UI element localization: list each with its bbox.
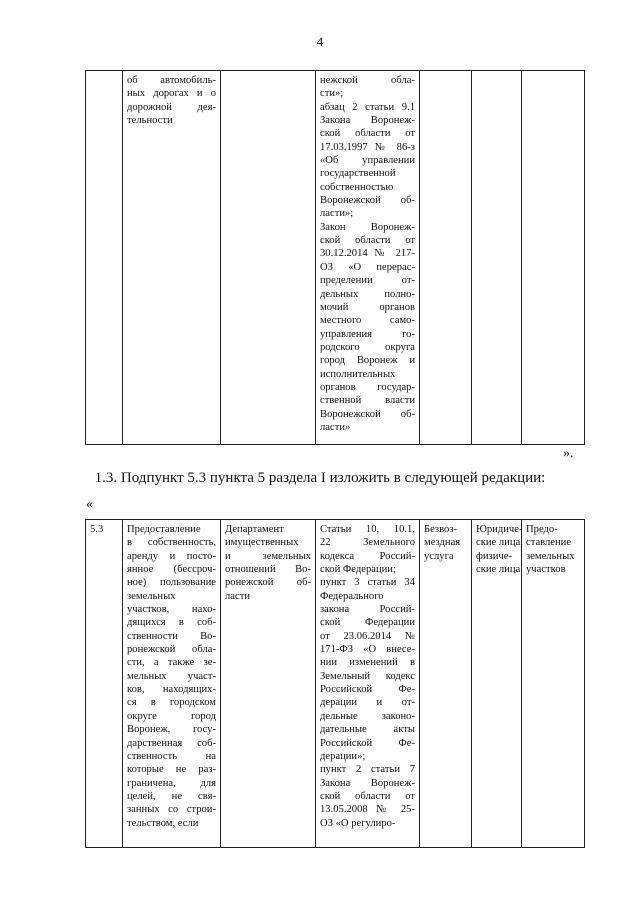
text-line: 17.03.1997 № 86-з bbox=[320, 141, 415, 153]
text-line: ОЗ «О регулиро- bbox=[320, 817, 396, 829]
text-line: пункт 2 статьи 7 bbox=[320, 764, 415, 776]
text-line: янное (бессроч- bbox=[127, 564, 216, 576]
cell-number bbox=[86, 71, 123, 445]
text-line: граничена, для bbox=[127, 777, 216, 789]
text-line: об автомобиль- bbox=[127, 75, 216, 86]
text-line: Закон Воронеж- bbox=[320, 221, 415, 233]
text-line: мездная bbox=[424, 537, 461, 549]
text-line: исполнительных bbox=[320, 368, 396, 380]
text-line: которые не раз- bbox=[127, 764, 216, 776]
text-line: аренду и посто- bbox=[127, 550, 216, 562]
text-line: дорожной дея- bbox=[127, 101, 216, 113]
text-line: Российской Фе- bbox=[320, 737, 415, 749]
text-line: ставление bbox=[526, 537, 572, 549]
text-line: дерации»; bbox=[320, 750, 366, 762]
cell-payment bbox=[420, 520, 472, 848]
text-line: ОЗ «О перерас- bbox=[320, 261, 415, 273]
text-line: ственной власти bbox=[320, 395, 415, 407]
text-line: в собственность, bbox=[127, 537, 216, 549]
text-line: ронежской обла- bbox=[127, 644, 216, 656]
text-line: земельных bbox=[127, 590, 176, 602]
text-line: участков, нахо- bbox=[127, 604, 216, 616]
text-line: дерации и от- bbox=[320, 697, 415, 709]
text-line: местного само- bbox=[320, 315, 415, 327]
text-line: занных со строи- bbox=[127, 804, 216, 816]
text-line: Юридиче- bbox=[476, 524, 523, 535]
cell-legal-basis bbox=[316, 71, 420, 445]
cell-legal-basis bbox=[316, 520, 420, 848]
text-line: 171-ФЗ «О внесе- bbox=[320, 644, 415, 656]
text-line: дящихся в соб- bbox=[127, 617, 216, 629]
cell-service-text bbox=[123, 520, 221, 848]
text-line: тельности bbox=[127, 115, 173, 127]
text-line: «Об управлении bbox=[320, 155, 415, 167]
text-line: ласти»; bbox=[320, 208, 354, 220]
text-line: органов государ- bbox=[320, 381, 415, 393]
text-line: физиче- bbox=[476, 550, 512, 562]
text-line: управления го- bbox=[320, 328, 415, 340]
cell-recipients bbox=[472, 520, 522, 848]
text-line: дательные акты bbox=[320, 724, 415, 736]
text-line: ласти bbox=[225, 590, 250, 602]
text-line: дельных полно- bbox=[320, 288, 415, 300]
text-line: Департамент bbox=[225, 524, 284, 535]
text-line: закона Россий- bbox=[320, 604, 415, 616]
text-line: услуга bbox=[424, 550, 454, 562]
cell-department bbox=[221, 520, 316, 848]
cell-service-text bbox=[123, 71, 221, 445]
text-line: ное) пользование bbox=[127, 577, 216, 589]
text-line: отношений Во- bbox=[225, 564, 311, 576]
amendment-heading: 1.3. Подпункт 5.3 пункта 5 раздела I изложить в следующей редакции: bbox=[94, 470, 546, 486]
text-line: дельные законо- bbox=[320, 710, 415, 722]
opening-quote: « bbox=[86, 497, 93, 512]
text-line: и земельных bbox=[225, 550, 311, 562]
text-line: ской области от bbox=[320, 235, 415, 247]
text-line: Закона Воронеж- bbox=[320, 115, 415, 127]
text-line: ственность на bbox=[127, 750, 216, 762]
text-line: ронежской об- bbox=[225, 577, 311, 589]
text-line: Воронежской об- bbox=[320, 195, 415, 207]
text-line: город Воронеж и bbox=[320, 355, 415, 367]
text-line: от 23.06.2014 № bbox=[320, 630, 415, 642]
text-line: ские лица, bbox=[476, 537, 523, 549]
top-table bbox=[85, 70, 585, 445]
cell-result bbox=[522, 520, 585, 848]
cell-number: 5.3 bbox=[86, 520, 123, 848]
text-line: Статьи 10, 10.1, bbox=[320, 524, 415, 535]
text-line: ской Федерации bbox=[320, 617, 415, 629]
cell-payment bbox=[420, 71, 472, 445]
text-line: сти, а также зе- bbox=[127, 657, 216, 669]
text-line: Федерального bbox=[320, 590, 384, 602]
cell-recipients bbox=[472, 71, 522, 445]
text-line: абзац 2 статьи 9.1 bbox=[320, 101, 415, 113]
text-line: нежской обла- bbox=[320, 75, 415, 86]
text-line: Закона Воронеж- bbox=[320, 777, 415, 789]
text-line: ных дорогах и о bbox=[127, 88, 216, 100]
page-number: 4 bbox=[316, 34, 324, 49]
text-line: земельных bbox=[526, 550, 575, 562]
cell-department bbox=[221, 71, 316, 445]
text-line: тельством, если bbox=[127, 817, 199, 829]
table-row bbox=[86, 520, 585, 848]
text-line: имущественных bbox=[225, 537, 299, 549]
bottom-table bbox=[85, 519, 585, 848]
text-line: пункт 3 статьи 34 bbox=[320, 577, 415, 589]
text-line: Воронеж, госу- bbox=[127, 724, 216, 736]
text-line: ственности Во- bbox=[127, 630, 216, 642]
cell-result bbox=[522, 71, 585, 445]
text-line: мочий органов bbox=[320, 301, 415, 313]
text-line: нии изменений в bbox=[320, 657, 415, 669]
text-line: государственной bbox=[320, 168, 396, 180]
text-line: 22 Земельного bbox=[320, 537, 415, 549]
text-line: округе город bbox=[127, 710, 216, 722]
text-line: Воронежской об- bbox=[320, 408, 415, 420]
text-line: собственностью bbox=[320, 181, 394, 193]
table-row bbox=[86, 71, 585, 445]
text-line: Предо- bbox=[526, 524, 558, 535]
text-line: ской Федерации; bbox=[320, 564, 396, 576]
text-line: пределении от- bbox=[320, 275, 415, 287]
text-line: сти»; bbox=[320, 88, 344, 100]
text-line: Земельный кодекс bbox=[320, 670, 415, 682]
text-line: ласти» bbox=[320, 421, 351, 433]
text-line: ков, находящих- bbox=[127, 684, 216, 696]
text-line: ской области от bbox=[320, 790, 415, 802]
text-line: мельных участ- bbox=[127, 670, 216, 682]
text-line: ской области от bbox=[320, 128, 415, 140]
text-line: 13.05.2008 № 25- bbox=[320, 804, 415, 816]
text-line: ся в городском bbox=[127, 697, 216, 709]
text-line: Предоставление bbox=[127, 524, 201, 535]
text-line: 30.12.2014 № 217- bbox=[320, 248, 415, 260]
text-line: участков bbox=[526, 564, 566, 576]
text-line: родского округа bbox=[320, 341, 415, 353]
text-line: Безвоз- bbox=[424, 524, 458, 535]
text-line: целей, не свя- bbox=[127, 790, 216, 802]
text-line: дарственная соб- bbox=[127, 737, 216, 749]
text-line: Российской Фе- bbox=[320, 684, 415, 696]
text-line: ские лица bbox=[476, 564, 521, 576]
closing-quote: ». bbox=[563, 446, 574, 461]
text-line: кодекса Россий- bbox=[320, 550, 415, 562]
